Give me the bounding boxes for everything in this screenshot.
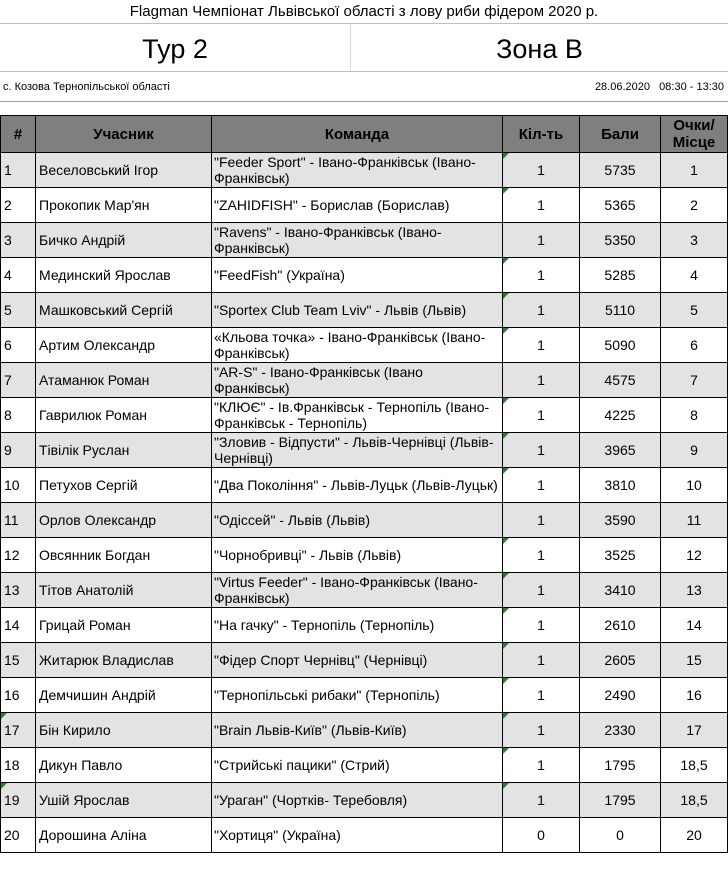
catch-count: 1 — [503, 398, 580, 433]
table-row — [1, 433, 728, 468]
table-row — [1, 818, 728, 853]
score-value: 3810 — [580, 468, 661, 503]
participant-name: Тітов Анатолій — [36, 573, 212, 608]
points-place: 6 — [661, 328, 728, 363]
table-row — [1, 153, 728, 188]
points-place: 8 — [661, 398, 728, 433]
results-table — [0, 115, 728, 853]
table-row — [1, 538, 728, 573]
points-place: 17 — [661, 713, 728, 748]
col-header-participant: Учасник — [36, 116, 212, 153]
points-place: 20 — [661, 818, 728, 853]
table-row — [1, 573, 728, 608]
row-num: 4 — [1, 258, 36, 293]
team-name: "Ravens" - Івано-Франківськ (Івано-Франківськ) — [212, 223, 503, 258]
spacer — [0, 102, 728, 115]
row-num: 1 — [1, 153, 36, 188]
participant-name: Дикун Павло — [36, 748, 212, 783]
round-zone-row — [0, 24, 728, 72]
participant-name: Петухов Сергій — [36, 468, 212, 503]
score-value: 2490 — [580, 678, 661, 713]
row-num: 10 — [1, 468, 36, 503]
score-value: 3965 — [580, 433, 661, 468]
points-place: 13 — [661, 573, 728, 608]
row-num: 5 — [1, 293, 36, 328]
catch-count: 1 — [503, 223, 580, 258]
catch-count: 1 — [503, 188, 580, 223]
row-num: 16 — [1, 678, 36, 713]
points-place: 9 — [661, 433, 728, 468]
catch-count: 1 — [503, 573, 580, 608]
team-name: "Sportex Club Team Lviv" - Львів (Львів) — [212, 293, 503, 328]
points-place: 10 — [661, 468, 728, 503]
row-num: 9 — [1, 433, 36, 468]
team-name: "Зловив - Відпусти" - Львів-Чернівці (Львів-Чернівці) — [212, 433, 503, 468]
page-title: Flagman Чемпіонат Львівської області з лову риби фідером 2020 р. — [0, 0, 728, 24]
table-row — [1, 293, 728, 328]
participant-name: Житарюк Владислав — [36, 643, 212, 678]
team-name: "AR-S" - Івано-Франківськ (Івано Франківськ) — [212, 363, 503, 398]
datetime-text: 28.06.2020 08:30 - 13:30 — [594, 81, 724, 93]
row-num: 6 — [1, 328, 36, 363]
points-place: 2 — [661, 188, 728, 223]
info-row — [0, 72, 728, 102]
row-num: 14 — [1, 608, 36, 643]
team-name: "Стрийські пацики" (Стрий) — [212, 748, 503, 783]
score-value: 3525 — [580, 538, 661, 573]
catch-count: 1 — [503, 258, 580, 293]
col-header-num: # — [1, 116, 36, 153]
score-value: 2330 — [580, 713, 661, 748]
points-place: 7 — [661, 363, 728, 398]
catch-count: 1 — [503, 608, 580, 643]
participant-name: Ушій Ярослав — [36, 783, 212, 818]
col-header-score: Бали — [580, 116, 661, 153]
score-value: 5285 — [580, 258, 661, 293]
team-name: "Чорнобривці" - Львів (Львів) — [212, 538, 503, 573]
points-place: 15 — [661, 643, 728, 678]
table-row — [1, 783, 728, 818]
score-value: 3590 — [580, 503, 661, 538]
row-num: 19 — [1, 783, 36, 818]
score-value: 5365 — [580, 188, 661, 223]
participant-name: Тівілік Руслан — [36, 433, 212, 468]
participant-name: Артим Олександр — [36, 328, 212, 363]
catch-count: 1 — [503, 713, 580, 748]
row-num: 15 — [1, 643, 36, 678]
score-value: 5350 — [580, 223, 661, 258]
team-name: "Virtus Feeder" - Івано-Франківськ (Івано-Франківськ) — [212, 573, 503, 608]
score-value: 1795 — [580, 783, 661, 818]
points-place: 5 — [661, 293, 728, 328]
points-place: 3 — [661, 223, 728, 258]
row-num: 20 — [1, 818, 36, 853]
row-num: 12 — [1, 538, 36, 573]
table-row — [1, 363, 728, 398]
score-value: 5090 — [580, 328, 661, 363]
participant-name: Гаврилюк Роман — [36, 398, 212, 433]
points-place: 4 — [661, 258, 728, 293]
row-num: 17 — [1, 713, 36, 748]
points-place: 18,5 — [661, 748, 728, 783]
row-num: 13 — [1, 573, 36, 608]
participant-name: Мединский Ярослав — [36, 258, 212, 293]
table-row — [1, 608, 728, 643]
catch-count: 1 — [503, 363, 580, 398]
col-header-count: Кіл-ть — [503, 116, 580, 153]
score-value: 1795 — [580, 748, 661, 783]
catch-count: 1 — [503, 153, 580, 188]
participant-name: Бичко Андрій — [36, 223, 212, 258]
team-name: "Хортиця" (Україна) — [212, 818, 503, 853]
table-row — [1, 678, 728, 713]
table-row — [1, 643, 728, 678]
table-row — [1, 398, 728, 433]
catch-count: 1 — [503, 538, 580, 573]
col-header-points: Очки/ Місце — [661, 116, 728, 153]
team-name: "Feeder Sport" - Івано-Франківськ (Івано-Франківськ) — [212, 153, 503, 188]
catch-count: 1 — [503, 433, 580, 468]
team-name: "На гачку" - Тернопіль (Тернопіль) — [212, 608, 503, 643]
table-row — [1, 188, 728, 223]
score-value: 5735 — [580, 153, 661, 188]
table-row — [1, 748, 728, 783]
team-name: "FeedFish" (Україна) — [212, 258, 503, 293]
table-row — [1, 223, 728, 258]
participant-name: Атаманюк Роман — [36, 363, 212, 398]
participant-name: Веселовський Ігор — [36, 153, 212, 188]
catch-count: 1 — [503, 468, 580, 503]
col-header-team: Команда — [212, 116, 503, 153]
catch-count: 1 — [503, 643, 580, 678]
score-value: 5110 — [580, 293, 661, 328]
catch-count: 1 — [503, 748, 580, 783]
participant-name: Овсянник Богдан — [36, 538, 212, 573]
row-num: 2 — [1, 188, 36, 223]
participant-name: Бін Кирило — [36, 713, 212, 748]
score-value: 2605 — [580, 643, 661, 678]
table-row — [1, 468, 728, 503]
points-place: 12 — [661, 538, 728, 573]
catch-count: 1 — [503, 503, 580, 538]
participant-name: Орлов Олександр — [36, 503, 212, 538]
team-name: "ZAHIDFISH" - Борислав (Борислав) — [212, 188, 503, 223]
catch-count: 1 — [503, 783, 580, 818]
catch-count: 0 — [503, 818, 580, 853]
location-text: с. Козова Тернопільської області — [3, 81, 170, 93]
score-value: 2610 — [580, 608, 661, 643]
row-num: 18 — [1, 748, 36, 783]
team-name: "Два Покоління" - Львів-Луцьк (Львів-Луцьк) — [212, 468, 503, 503]
row-num: 7 — [1, 363, 36, 398]
table-header-row — [1, 116, 728, 153]
score-value: 4575 — [580, 363, 661, 398]
participant-name: Машковський Сергій — [36, 293, 212, 328]
points-place: 18,5 — [661, 783, 728, 818]
participant-name: Грицай Роман — [36, 608, 212, 643]
team-name: "Одіссей" - Львів (Львів) — [212, 503, 503, 538]
catch-count: 1 — [503, 328, 580, 363]
row-num: 8 — [1, 398, 36, 433]
score-value: 3410 — [580, 573, 661, 608]
participant-name: Прокопик Мар'ян — [36, 188, 212, 223]
zone-label: Зона В — [496, 34, 583, 64]
row-num: 11 — [1, 503, 36, 538]
points-place: 14 — [661, 608, 728, 643]
team-name: "Тернопільські рибаки" (Тернопіль) — [212, 678, 503, 713]
table-row — [1, 713, 728, 748]
catch-count: 1 — [503, 678, 580, 713]
participant-name: Дорошина Аліна — [36, 818, 212, 853]
team-name: "Brain Львів-Київ" (Львів-Київ) — [212, 713, 503, 748]
points-place: 11 — [661, 503, 728, 538]
table-row — [1, 258, 728, 293]
score-value: 0 — [580, 818, 661, 853]
catch-count: 1 — [503, 293, 580, 328]
points-place: 16 — [661, 678, 728, 713]
points-place: 1 — [661, 153, 728, 188]
round-label: Тур 2 — [142, 34, 208, 64]
table-row — [1, 503, 728, 538]
table-row — [1, 328, 728, 363]
participant-name: Демчишин Андрій — [36, 678, 212, 713]
team-name: "КЛЮЄ" - Ів.Франківськ - Тернопіль (Івано-Франківськ - Тернопіль) — [212, 398, 503, 433]
score-value: 4225 — [580, 398, 661, 433]
team-name: "Фідер Спорт Чернівц" (Чернівці) — [212, 643, 503, 678]
team-name: «Кльова точка» - Івано-Франківськ (Івано-Франківськ) — [212, 328, 503, 363]
team-name: "Ураган" (Чортків- Теребовля) — [212, 783, 503, 818]
row-num: 3 — [1, 223, 36, 258]
